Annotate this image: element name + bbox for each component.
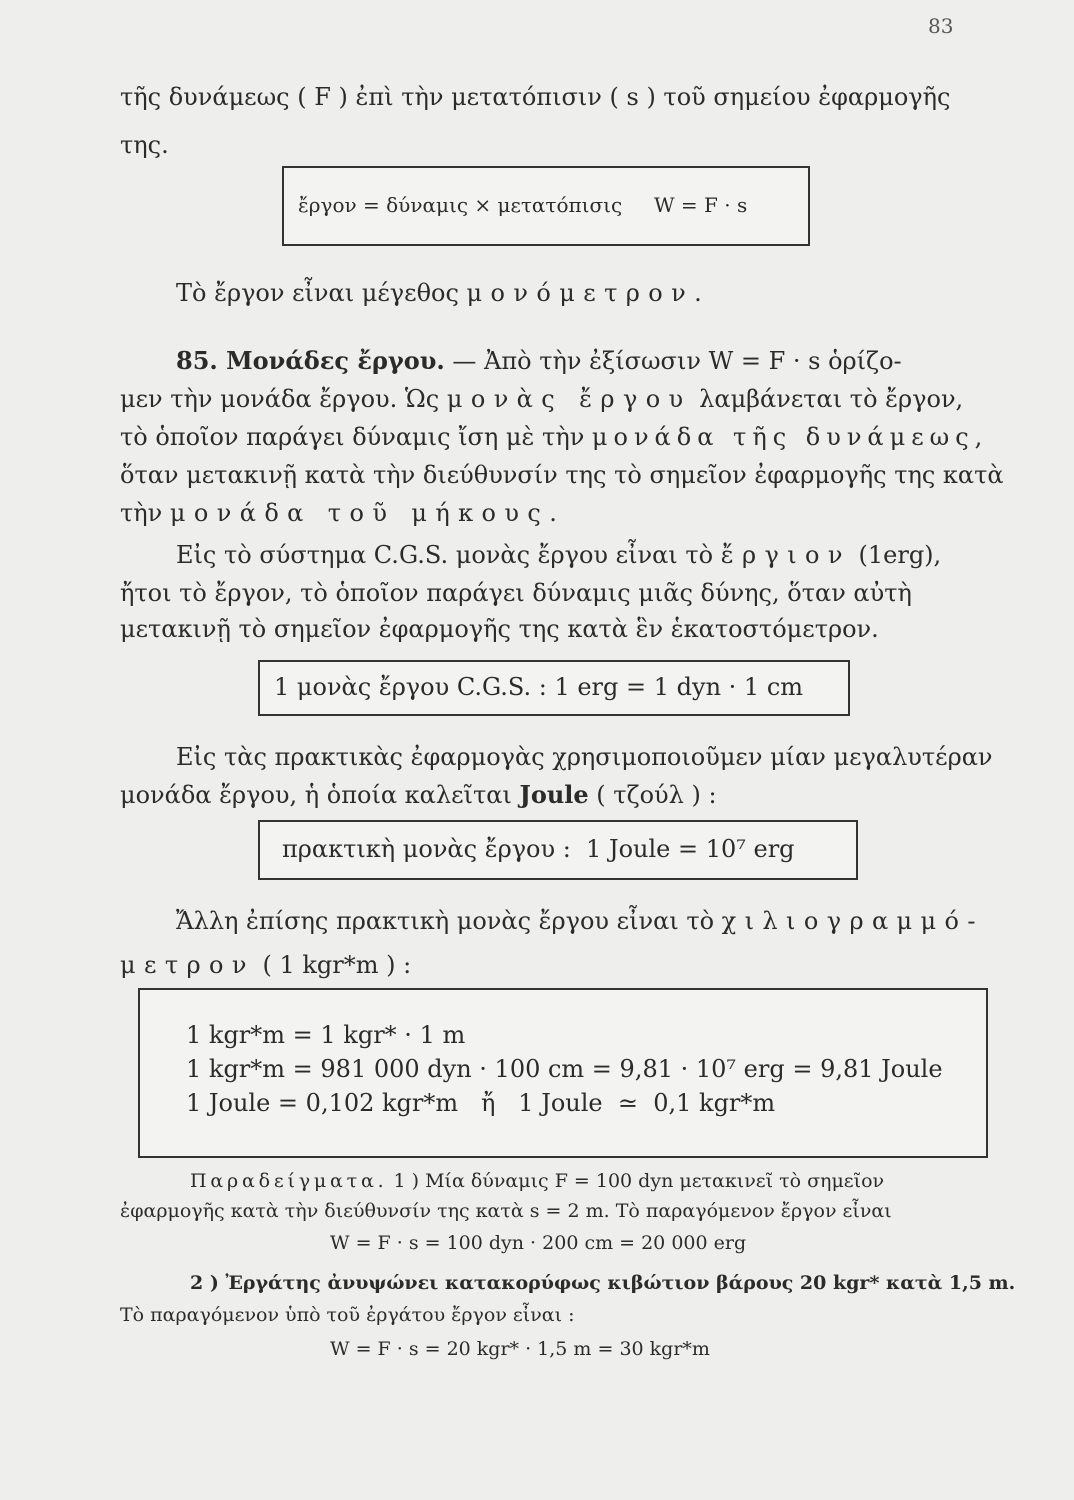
text-segment: μεν τὴν μονάδα ἔργου. Ὡς — [120, 385, 447, 413]
text-segment: τὴν — [120, 499, 170, 527]
spaced-term: χιλιογραμμό- — [721, 907, 984, 935]
example-line: 2 ) Ἐργάτης ἀνυψώνει κατακορύφως κιβώτιον βάρους 20 kgr* κατὰ 1,5 m. — [190, 1272, 1016, 1294]
section-heading-line — [176, 346, 902, 376]
formula-text: 1 kgr*m = 981 000 dyn · 100 cm = 9,81 · 10⁷ erg = 9,81 Joule — [186, 1055, 943, 1083]
text-line: της. — [120, 131, 169, 159]
example-line — [190, 1168, 884, 1194]
text-segment: Εἰς τὸ σύστημα C.G.S. μονὰς ἔργου εἶναι τὸ — [176, 541, 721, 569]
text-segment: μονάδα ἔργου, ἡ ὁποία καλεῖται — [120, 781, 520, 809]
formula-box-cgs — [258, 660, 850, 716]
text-segment: 1 ) Μία δύναμις F = 100 dyn μετακινεῖ τὸ σημεῖον — [387, 1170, 885, 1192]
formula-text: 1 μονὰς ἔργου C.G.S. : 1 erg = 1 dyn · 1 cm — [274, 673, 804, 701]
spaced-term: μετρον — [120, 951, 255, 979]
text-segment: Ἄλλη ἐπίσης πρακτικὴ μονὰς ἔργου εἶναι τὸ — [176, 907, 722, 935]
spaced-term: μονὰς ἔργου — [446, 385, 692, 413]
text-segment: (1erg), — [850, 541, 942, 569]
formula-box-kgrm — [138, 988, 988, 1158]
text-line — [120, 780, 717, 810]
text-segment: ( 1 kgr*m ) : — [254, 951, 412, 979]
text-line: Εἰς τὰς πρακτικὰς ἐφαρμογὰς χρησιμοποιοῦμεν μίαν μεγαλυτέραν — [176, 743, 993, 771]
formula-box-joule — [258, 820, 858, 880]
spaced-term: μονάδα τοῦ μήκους. — [169, 499, 566, 527]
example-equation: W = F · s = 20 kgr* · 1,5 m = 30 kgr*m — [330, 1338, 710, 1360]
text-line: ὅταν μετακινῇ κατὰ τὴν διεύθυνσίν της τὸ σημεῖον ἐφαρμογῆς της κατὰ — [120, 461, 1004, 489]
formula-text: ἔργον = δύναμις × μετατόπισις W = F · s — [298, 193, 748, 217]
text-line: τῆς δυνάμεως ( F ) ἐπὶ τὴν μετατόπισιν ( s ) τοῦ σημείου ἐφαρμογῆς — [120, 83, 951, 111]
example-equation: W = F · s = 100 dyn · 200 cm = 20 000 erg — [330, 1232, 747, 1254]
text-line: ἤτοι τὸ ἔργον, τὸ ὁποῖον παράγει δύναμις μιᾶς δύνης, ὅταν αὐτὴ — [120, 579, 912, 607]
text-line — [176, 906, 984, 936]
text-line — [120, 498, 565, 528]
text-line — [120, 422, 988, 452]
text-line — [120, 950, 411, 980]
spaced-term: ἔργιον — [720, 541, 851, 569]
spaced-term: μονόμετρον. — [466, 279, 711, 307]
example-label: Παραδείγματα. — [190, 1170, 388, 1192]
spaced-term: μονάδα τῆς δυνάμεως, — [591, 423, 989, 451]
example-line: Τὸ παραγόμενον ὑπὸ τοῦ ἐργάτου ἔργον εἶναι : — [120, 1304, 575, 1326]
page-number: 83 — [928, 14, 954, 38]
formula-box-work — [282, 166, 810, 246]
text-segment: Τὸ ἔργον εἶναι μέγεθος — [176, 279, 467, 307]
text-segment: ( τζούλ ) : — [588, 781, 717, 809]
example-line: ἐφαρμογῆς κατὰ τὴν διεύθυνσίν της κατὰ s = 2 m. Τὸ παραγόμενον ἔργον εἶναι — [120, 1200, 892, 1222]
formula-text: πρακτικὴ μονὰς ἔργου : 1 Joule = 10⁷ erg — [282, 835, 795, 863]
formula-text: 1 Joule = 0,102 kgr*m ἤ 1 Joule ≃ 0,1 kgr*m — [186, 1089, 776, 1117]
text-segment: λαμβάνεται τὸ ἔργον, — [691, 385, 964, 413]
text-segment: — Ἀπὸ τὴν ἐξίσωσιν W = F · s ὁρίζο- — [444, 347, 902, 375]
text-segment: τὸ ὁποῖον παράγει δύναμις ἴση μὲ τὴν — [120, 423, 592, 451]
text-line: μετακινῇ τὸ σημεῖον ἐφαρμογῆς της κατὰ ἓν ἑκατοστόμετρον. — [120, 615, 879, 643]
text-line — [176, 278, 710, 308]
section-heading: 85. Μονάδες ἔργου. — [176, 346, 445, 375]
bold-term: Joule — [519, 780, 589, 809]
formula-text: 1 kgr*m = 1 kgr* · 1 m — [186, 1021, 466, 1049]
text-line — [176, 540, 941, 570]
text-line — [120, 384, 963, 414]
